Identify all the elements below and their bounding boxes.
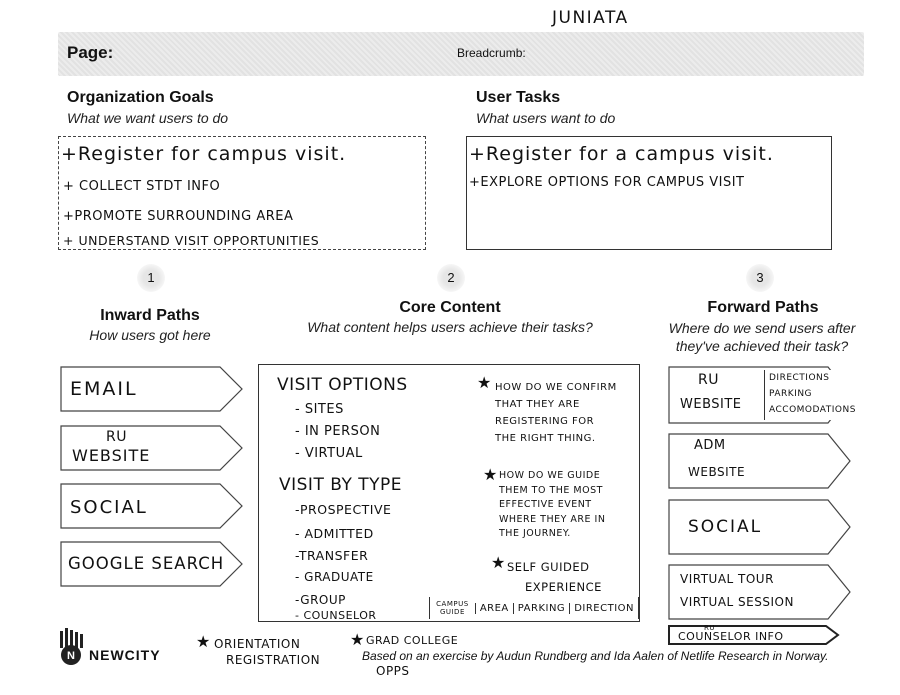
forward-side-note <box>764 370 854 420</box>
counselor-info-small: RU <box>704 624 715 632</box>
core-note-line: SELF GUIDED <box>507 560 590 574</box>
grad-note-line: GRAD COLLEGE <box>366 634 459 647</box>
forward-subtitle-line: they've achieved their task? <box>675 338 849 354</box>
core-note-line: WHERE THEY ARE IN <box>499 513 606 525</box>
core-note-3 <box>507 557 602 597</box>
visit-option-item: - VIRTUAL <box>295 446 363 461</box>
core-note-line: THE JOURNEY. <box>499 528 571 539</box>
user-tasks-title: User Tasks <box>476 89 561 106</box>
inward-path-label: WEBSITE <box>72 446 151 465</box>
forward-path-arrow <box>668 564 852 620</box>
inward-path-arrow <box>60 425 244 471</box>
org-goals-box <box>58 136 426 250</box>
visit-type-item: - COUNSELOR <box>295 609 377 622</box>
guide-tabs <box>429 597 639 619</box>
inward-path-label: GOOGLE SEARCH <box>68 554 225 573</box>
org-goals-subtitle: What we want users to do <box>67 110 229 126</box>
core-note-line: THAT THEY ARE <box>495 399 580 410</box>
forward-path-label: VIRTUAL SESSION <box>680 595 794 609</box>
inward-path-label: RU <box>106 429 127 445</box>
core-note-line: THE RIGHT THING. <box>495 433 596 444</box>
counselor-info-label: COUNSELOR INFO <box>678 630 784 643</box>
user-task-item: +EXPLORE OPTIONS FOR CAMPUS VISIT <box>469 175 745 190</box>
guide-tab: PARKING <box>513 603 569 614</box>
step-number-1: 1 <box>137 264 165 292</box>
counselor-info-arrow <box>668 624 840 646</box>
visit-type-item: -PROSPECTIVE <box>295 502 392 517</box>
core-note-line: EXPERIENCE <box>525 580 602 594</box>
inward-path-arrow <box>60 366 244 412</box>
user-task-item: +Register for a campus visit. <box>469 143 774 165</box>
forward-path-label: SOCIAL <box>688 517 763 537</box>
core-content-subtitle: What content helps users achieve their tasks? <box>307 319 593 335</box>
org-goal-item: + UNDERSTAND VISIT OPPORTUNITIES <box>63 233 320 248</box>
page-label: Page: <box>67 43 114 62</box>
forward-path-arrow <box>668 433 852 489</box>
org-goal-item: +PROMOTE SURROUNDING AREA <box>63 209 294 224</box>
forward-path-label: ADM <box>694 438 726 453</box>
core-note-1 <box>495 379 617 447</box>
inward-paths-subtitle: How users got here <box>89 327 211 343</box>
inward-path-label: EMAIL <box>70 378 138 400</box>
inward-path-arrow <box>60 483 244 529</box>
forward-path-arrow <box>668 499 852 555</box>
visit-type-item: - GRADUATE <box>295 570 374 584</box>
star-icon: ★ <box>491 553 506 572</box>
forward-path-label: WEBSITE <box>680 397 742 412</box>
credit-text: Based on an exercise by Audun Rundberg and Ida Aalen of Netlife Research in Norway. <box>362 649 829 663</box>
breadcrumb-label: Breadcrumb: <box>457 46 526 60</box>
top-handwritten-note: JUNIATA <box>552 8 629 28</box>
org-goal-item: +Register for campus visit. <box>61 143 347 165</box>
core-note-line: REGISTERING FOR <box>495 416 595 427</box>
star-icon: ★ <box>196 632 211 651</box>
star-icon: ★ <box>483 465 498 484</box>
forward-subtitle-line: Where do we send users after <box>668 320 856 336</box>
step-number-3: 3 <box>746 264 774 292</box>
core-note-line: HOW DO WE GUIDE <box>499 470 601 481</box>
forward-side-note-line: ACCOMODATIONS <box>769 405 856 415</box>
forward-path-label: WEBSITE <box>688 465 746 479</box>
orientation-note-line: ORIENTATION <box>214 637 301 651</box>
forward-path-label: VIRTUAL TOUR <box>680 572 774 586</box>
guide-tab: DIRECTION <box>569 603 638 614</box>
core-note-2 <box>499 469 605 542</box>
star-icon: ★ <box>350 630 365 649</box>
step-number-2: 2 <box>437 264 465 292</box>
visit-option-item: - SITES <box>295 402 344 417</box>
core-note-line: HOW DO WE CONFIRM <box>495 382 617 393</box>
guide-tab: AREA <box>475 603 513 614</box>
user-tasks-box <box>466 136 832 250</box>
visit-type-item: -TRANSFER <box>295 548 369 563</box>
newcity-logo-icon <box>58 628 84 666</box>
forward-path-label: RU <box>698 372 719 388</box>
inward-path-label: SOCIAL <box>70 497 148 518</box>
svg-text:N: N <box>67 650 75 662</box>
visit-options-heading: VISIT OPTIONS <box>277 375 408 395</box>
forward-side-note-line: DIRECTIONS <box>769 373 830 383</box>
newcity-logo-text: NEWCITY <box>89 647 161 663</box>
forward-paths-title: Forward Paths <box>707 299 819 316</box>
visit-option-item: - IN PERSON <box>295 424 381 439</box>
orientation-note-line: REGISTRATION <box>226 653 321 667</box>
core-note-line: EFFECTIVE EVENT <box>499 499 592 510</box>
grad-note-line: OPPS <box>376 664 410 678</box>
guide-tab: CAMPUS GUIDE <box>436 600 469 616</box>
core-content-box <box>258 364 640 622</box>
forward-paths-subtitle <box>656 319 868 355</box>
forward-path-arrow <box>668 366 856 424</box>
star-icon: ★ <box>477 373 492 392</box>
org-goals-title: Organization Goals <box>67 89 214 106</box>
user-tasks-subtitle: What users want to do <box>476 110 616 126</box>
inward-path-arrow <box>60 541 244 587</box>
inward-paths-title: Inward Paths <box>100 307 200 324</box>
core-content-title: Core Content <box>399 299 501 316</box>
forward-side-note-line: PARKING <box>769 389 813 399</box>
visit-type-item: - ADMITTED <box>295 526 374 541</box>
orientation-note <box>214 636 320 668</box>
visit-type-item: -GROUP <box>295 593 346 607</box>
visit-by-type-heading: VISIT BY TYPE <box>279 475 403 495</box>
org-goal-item: + COLLECT STDT INFO <box>63 179 221 194</box>
core-note-line: THEM TO THE MOST <box>499 484 603 496</box>
